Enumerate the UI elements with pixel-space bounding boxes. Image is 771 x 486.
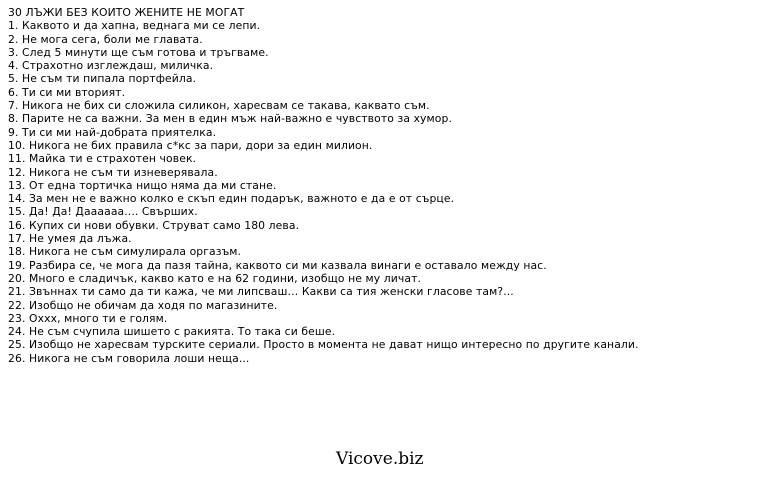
list-item: 3. След 5 минути ще съм готова и тръгваме. bbox=[8, 45, 269, 59]
list-item: 26. Никога не съм говорила лоши неща... bbox=[8, 351, 250, 365]
list-item: 22. Изобщо не обичам да ходя по магазините. bbox=[8, 298, 278, 312]
list-item: 24. Не съм счупила шишето с ракията. То така си беше. bbox=[8, 325, 336, 339]
list-item: 8. Парите не са важни. За мен в един мъж най-важно е чувството за хумор. bbox=[8, 112, 452, 126]
list-item: 16. Купих си нови обувки. Струват само 180 лева. bbox=[8, 218, 300, 232]
list-item: 21. Звъннах ти само да ти кажа, че ми липсваш… Какви са тия женски гласове там?... bbox=[8, 285, 514, 299]
list-item: 13. От една тортичка нищо няма да ми стане. bbox=[8, 178, 277, 192]
list-item: 6. Ти си ми вторият. bbox=[8, 85, 126, 99]
document-title: 30 ЛЪЖИ БЕЗ КОИТО ЖЕНИТЕ НЕ МОГАТ bbox=[8, 6, 245, 19]
document bbox=[8, 6, 758, 365]
watermark-text: Vicove.biz bbox=[336, 449, 424, 469]
list-item: 7. Никога не бих си сложила силикон, харесвам се такава, каквато съм. bbox=[8, 99, 430, 113]
list-item: 12. Никога не съм ти изневерявала. bbox=[8, 165, 218, 179]
list-item: 5. Не съм ти пипала портфейла. bbox=[8, 72, 197, 86]
lies-list bbox=[8, 19, 758, 365]
list-item: 23. Оххх, много ти е голям. bbox=[8, 311, 168, 325]
list-item: 20. Много е сладичък, какво като е на 62 години, изобщо не му личат. bbox=[8, 271, 422, 285]
list-item: 19. Разбира се, че мога да пазя тайна, каквото си ми казвала винаги е оставало между нас. bbox=[8, 258, 547, 272]
list-item: 25. Изобщо не харесвам турските сериали. Просто в момента не дават нищо интересно по другите канали. bbox=[8, 338, 639, 352]
list-item: 2. Не мога сега, боли ме главата. bbox=[8, 32, 203, 46]
list-item: 18. Никога не съм симулирала оргазъм. bbox=[8, 245, 242, 259]
list-item: 4. Страхотно изглеждаш, миличка. bbox=[8, 59, 214, 73]
list-item: 1. Каквото и да хапна, веднага ми се лепи. bbox=[8, 19, 261, 33]
list-item: 15. Да! Да! Даааааа.... Свърших. bbox=[8, 205, 198, 219]
list-item: 10. Никога не бих правила с*кс за пари, дори за един милион. bbox=[8, 138, 373, 152]
list-item: 14. За мен не е важно колко е скъп един подарък, важното е да е от сърце. bbox=[8, 192, 455, 206]
list-item: 17. Не умея да лъжа. bbox=[8, 232, 132, 246]
list-item: 9. Ти си ми най-добрата приятелка. bbox=[8, 125, 217, 139]
list-item: 11. Майка ти е страхотен човек. bbox=[8, 152, 197, 166]
